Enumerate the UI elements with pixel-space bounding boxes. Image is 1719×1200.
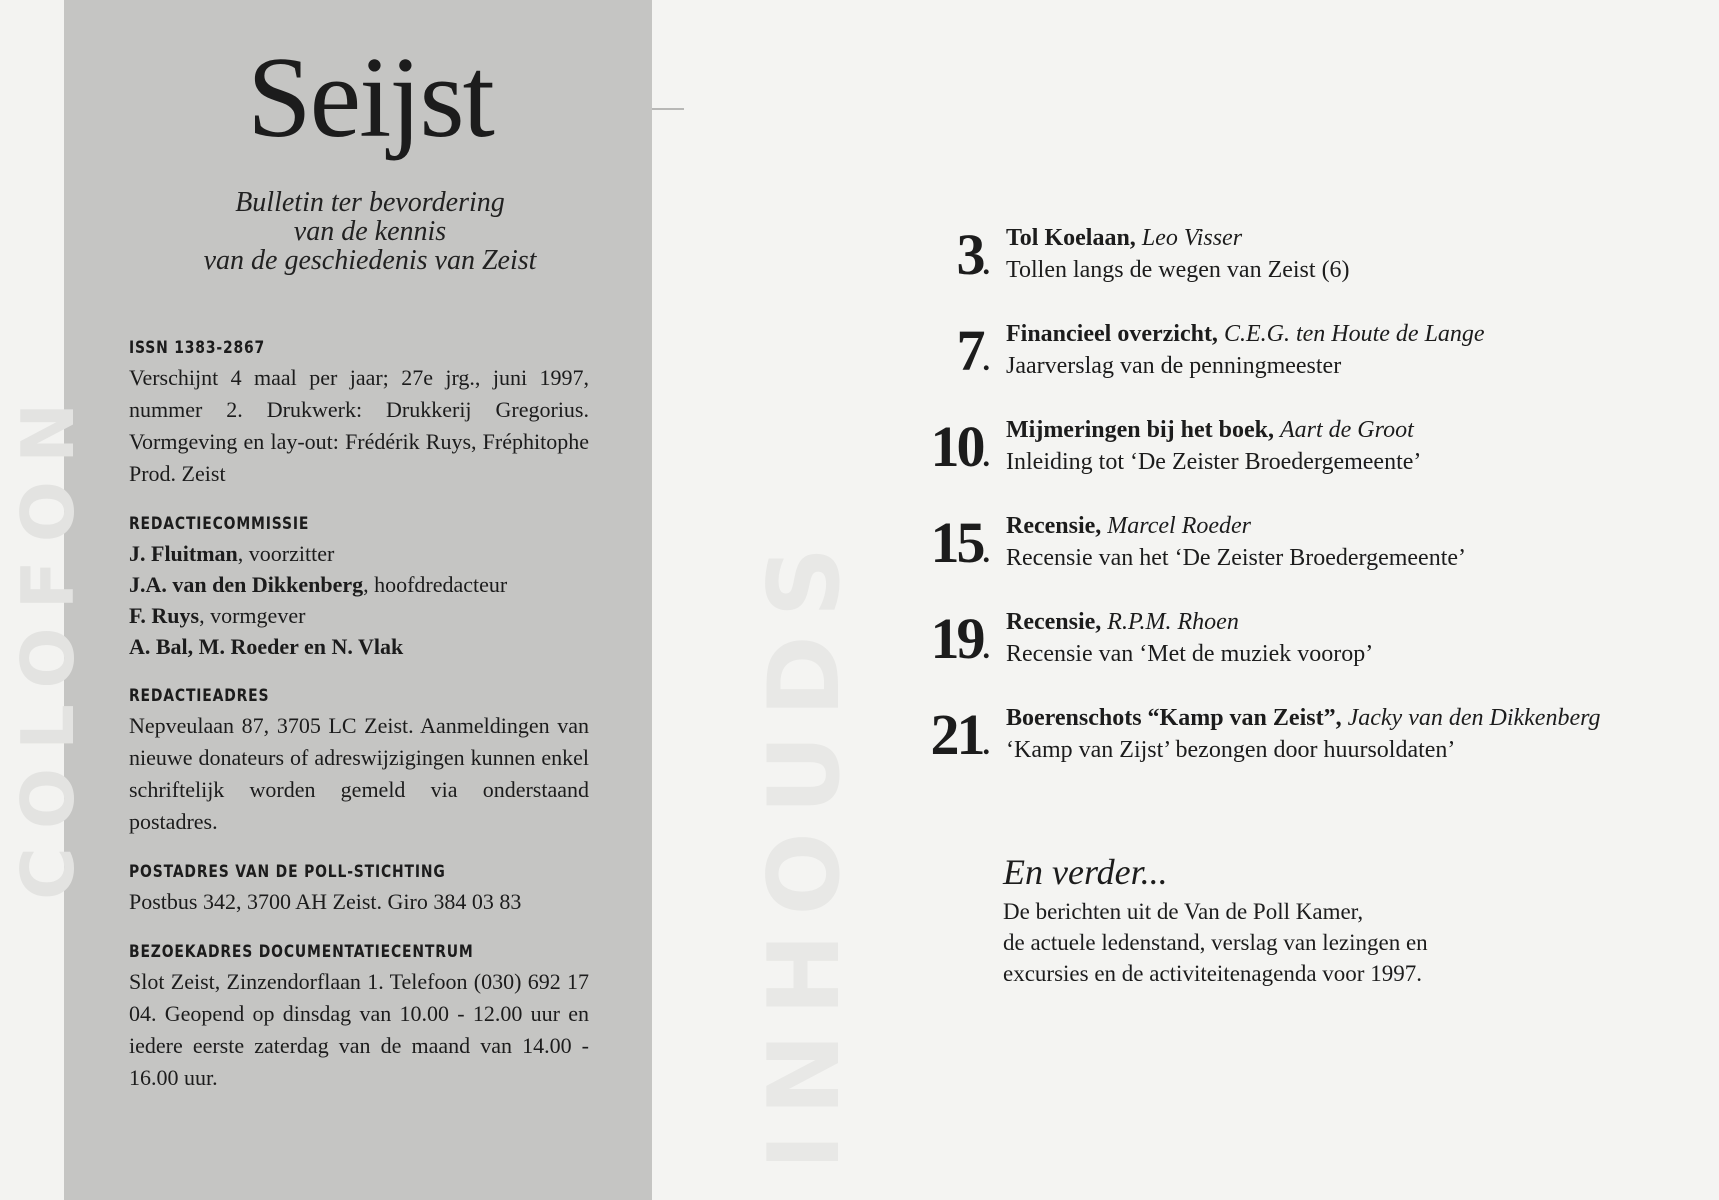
toc-heading: [1006, 606, 1373, 638]
colofon-spine-word: COLOFON: [6, 384, 90, 900]
postadres-text: Postbus 342, 3700 AH Zeist. Giro 384 03 83: [129, 889, 522, 914]
postadres-section: [129, 862, 589, 918]
toc-page-number: 19.: [930, 606, 990, 671]
inhoud-spine-word: INHOUDS: [748, 528, 862, 1170]
colofon-block: [129, 338, 589, 1118]
toc-text: [1006, 414, 1421, 478]
masthead-subtitle: [190, 188, 550, 275]
bezoekadres-label: BEZOEKADRES DOCUMENTATIECENTRUM: [129, 942, 474, 962]
toc-title: Mijmeringen bij het boek,: [1006, 417, 1274, 443]
redactie-member: [129, 569, 589, 600]
toc-author: C.E.G. ten Houte de Lange: [1223, 321, 1485, 347]
toc-description: Recensie van ‘Met de muziek voorop’: [1006, 641, 1374, 667]
toc-entry: [890, 510, 1680, 606]
toc-heading: [1006, 318, 1485, 350]
toc-page-number: 3.: [956, 222, 990, 287]
bezoekadres-text: Slot Zeist, Zinzendorflaan 1. Telefoon (030) 692 17 04. Geopend op dinsdag van 10.00 - 12.00 uur en iedere eerste zaterdag van de maand van 14.00 - 16.00 uur.: [129, 969, 589, 1090]
toc-title: Recensie,: [1006, 609, 1102, 635]
fold-tick-mark: [652, 108, 684, 110]
toc-text: [1006, 318, 1485, 382]
toc-title: Boerenschots “Kamp van Zeist”,: [1006, 705, 1342, 731]
issn-text: Verschijnt 4 maal per jaar; 27e jrg., juni 1997, nummer 2. Drukwerk: Drukkerij Gregorius. Vormgeving en lay-out: Frédérik Ruys, Fréphitophe Prod. Zeist: [129, 365, 589, 486]
redactie-section: [129, 514, 589, 662]
toc-author: Jacky van den Dikkenberg: [1347, 705, 1601, 731]
toc-text: [1006, 606, 1373, 670]
redactie-member: [129, 631, 589, 662]
redactie-member: [129, 600, 589, 631]
toc-page-number: 21.: [930, 702, 990, 767]
toc-description: ‘Kamp van Zijst’ bezongen door huursoldaten’: [1006, 737, 1456, 763]
masthead: [190, 34, 550, 276]
issn-label: ISSN 1383-2867: [129, 338, 266, 358]
toc-heading: [1006, 222, 1350, 254]
further-title: En verder...: [1003, 852, 1168, 892]
member-name: J. Fluitman: [129, 541, 238, 566]
toc-entry: [890, 222, 1680, 318]
toc-description: Inleiding tot ‘De Zeister Broedergemeente’: [1006, 449, 1422, 475]
bezoekadres-section: [129, 942, 589, 1094]
toc-title: Financieel overzicht,: [1006, 321, 1218, 347]
toc-heading: [1006, 414, 1421, 446]
postadres-label: POSTADRES VAN DE POLL-STICHTING: [129, 862, 446, 882]
toc-author: Aart de Groot: [1279, 417, 1414, 443]
toc-page-number: 10.: [930, 414, 990, 479]
member-role: , hoofdredacteur: [363, 572, 508, 597]
issn-section: [129, 338, 589, 490]
member-name: J.A. van den Dikkenberg: [129, 572, 364, 597]
toc-entry: [890, 606, 1680, 702]
redactie-member: [129, 538, 589, 569]
toc-title: Recensie,: [1006, 513, 1102, 539]
toc-entry: [890, 318, 1680, 414]
redactieadres-text: Nepveulaan 87, 3705 LC Zeist. Aanmeldingen van nieuwe donateurs of adreswijzigingen kunnen enkel schriftelijk worden gemeld via onderstaand postadres.: [129, 713, 589, 834]
toc-title: Tol Koelaan,: [1006, 225, 1136, 251]
member-name: A. Bal, M. Roeder en N. Vlak: [129, 634, 404, 659]
redactie-label: REDACTIECOMMISSIE: [129, 514, 310, 534]
toc-text: [1006, 510, 1466, 574]
toc-page-number: 15.: [930, 510, 990, 575]
table-of-contents: [890, 222, 1680, 798]
toc-entry: [890, 702, 1680, 798]
subtitle-line: van de kennis: [293, 216, 447, 247]
subtitle-line: Bulletin ter bevordering: [235, 187, 505, 218]
toc-text: [1006, 222, 1350, 286]
redactieadres-label: REDACTIEADRES: [129, 686, 270, 706]
toc-author: Marcel Roeder: [1107, 513, 1252, 539]
further-line: De berichten uit de Van de Poll Kamer,: [1003, 899, 1364, 924]
member-role: , vormgever: [199, 603, 306, 628]
toc-entry: [890, 414, 1680, 510]
toc-text: [1006, 702, 1601, 766]
toc-description: Tollen langs de wegen van Zeist (6): [1006, 257, 1350, 283]
further-line: de actuele ledenstand, verslag van lezingen en: [1003, 930, 1428, 955]
subtitle-line: van de geschiedenis van Zeist: [203, 245, 537, 276]
member-name: F. Ruys: [129, 603, 200, 628]
toc-author: R.P.M. Rhoen: [1107, 609, 1239, 635]
toc-author: Leo Visser: [1141, 225, 1243, 251]
member-role: , voorzitter: [237, 541, 335, 566]
toc-description: Jaarverslag van de penningmeester: [1006, 353, 1342, 379]
toc-heading: [1006, 702, 1601, 734]
further-line: excursies en de activiteitenagenda voor 1997.: [1003, 961, 1422, 986]
redactieadres-section: [129, 686, 589, 838]
toc-description: Recensie van het ‘De Zeister Broedergemeente’: [1006, 545, 1467, 571]
toc-heading: [1006, 510, 1466, 542]
masthead-title: Seijst: [247, 34, 493, 162]
toc-page-number: 7.: [956, 318, 990, 383]
further-section: [1003, 850, 1603, 989]
